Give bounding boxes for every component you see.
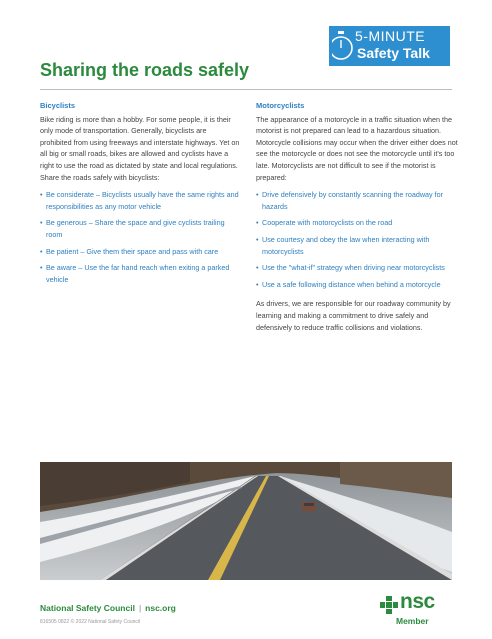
list-item: • Be aware – Use the far hand reach when exiting a parked vehicle (40, 263, 230, 284)
list-item: • Use courtesy and obey the law when interacting with motorcyclists (256, 234, 430, 256)
title-divider (40, 89, 452, 90)
member-label: Member (396, 616, 429, 626)
list-item: • Use a safe following distance when behind a motorcycle (256, 279, 441, 289)
closing-paragraph: As drivers, we are responsible for our roadway community by learning and making a commitment to drive safely and defensively to reduce traffic collisions and violations. (256, 299, 451, 332)
motorcyclists-intro: The appearance of a motorcycle in a traffic situation when the motorist is not prepared can lead to a hazardous situation. Motorcycle collisions may occur when the driver either does not see the motorcycle or does not see the motorcycle until it's too late. Motorcyclists are not difficult to see if the motorist is prepared: (256, 114, 458, 182)
footer-fineprint: 816505 0822 © 2022 National Safety Council (40, 619, 141, 625)
bicyclists-list (40, 189, 240, 285)
badge-line2: Safety Talk (357, 45, 430, 61)
stopwatch-icon (332, 29, 354, 63)
org-name: National Safety Council (40, 603, 135, 613)
bicyclists-section (40, 100, 240, 290)
list-item: • Cooperate with motorcyclists on the road (256, 218, 393, 228)
list-item: • Be generous – Share the space and give cyclists trailing room (40, 218, 225, 239)
list-item: • Use the "what-if" strategy when driving near motorcyclists (256, 263, 445, 273)
safety-talk-badge (329, 26, 450, 66)
badge-line1: 5-MINUTE (355, 28, 426, 44)
nsc-member-logo (380, 590, 452, 630)
motorcyclists-list (256, 189, 460, 290)
bicyclists-intro: Bike riding is more than a hobby. For some people, it is their only mode of transportation. Generally, bicyclists are prohibited from using freeways and interstate highways. Yet on all big or small roads, bikes are allowed and cyclists have a right to use the road as dictated by state and local regulations. Share the roads safely with bicyclists: (40, 114, 240, 182)
list-item: • Be considerate – Bicyclists usually have the same rights and responsibilities as any motor vehicle (40, 190, 239, 211)
page-title: Sharing the roads safely (40, 60, 250, 80)
list-item: • Drive defensively by constantly scanning the roadway for hazards (256, 190, 443, 211)
motorcyclists-section (256, 100, 460, 339)
motorcyclists-heading: Motorcyclists (256, 101, 305, 110)
footer-org: National Safety Council | nsc.org (40, 603, 176, 613)
nsc-logo-text: nsc (400, 590, 435, 613)
nsc-plus-icon (380, 596, 398, 614)
org-link[interactable]: nsc.org (145, 603, 176, 613)
road-photo (40, 462, 452, 580)
bicyclists-heading: Bicyclists (40, 101, 76, 110)
list-item: • Be patient – Give them their space and pass with care (40, 246, 219, 256)
